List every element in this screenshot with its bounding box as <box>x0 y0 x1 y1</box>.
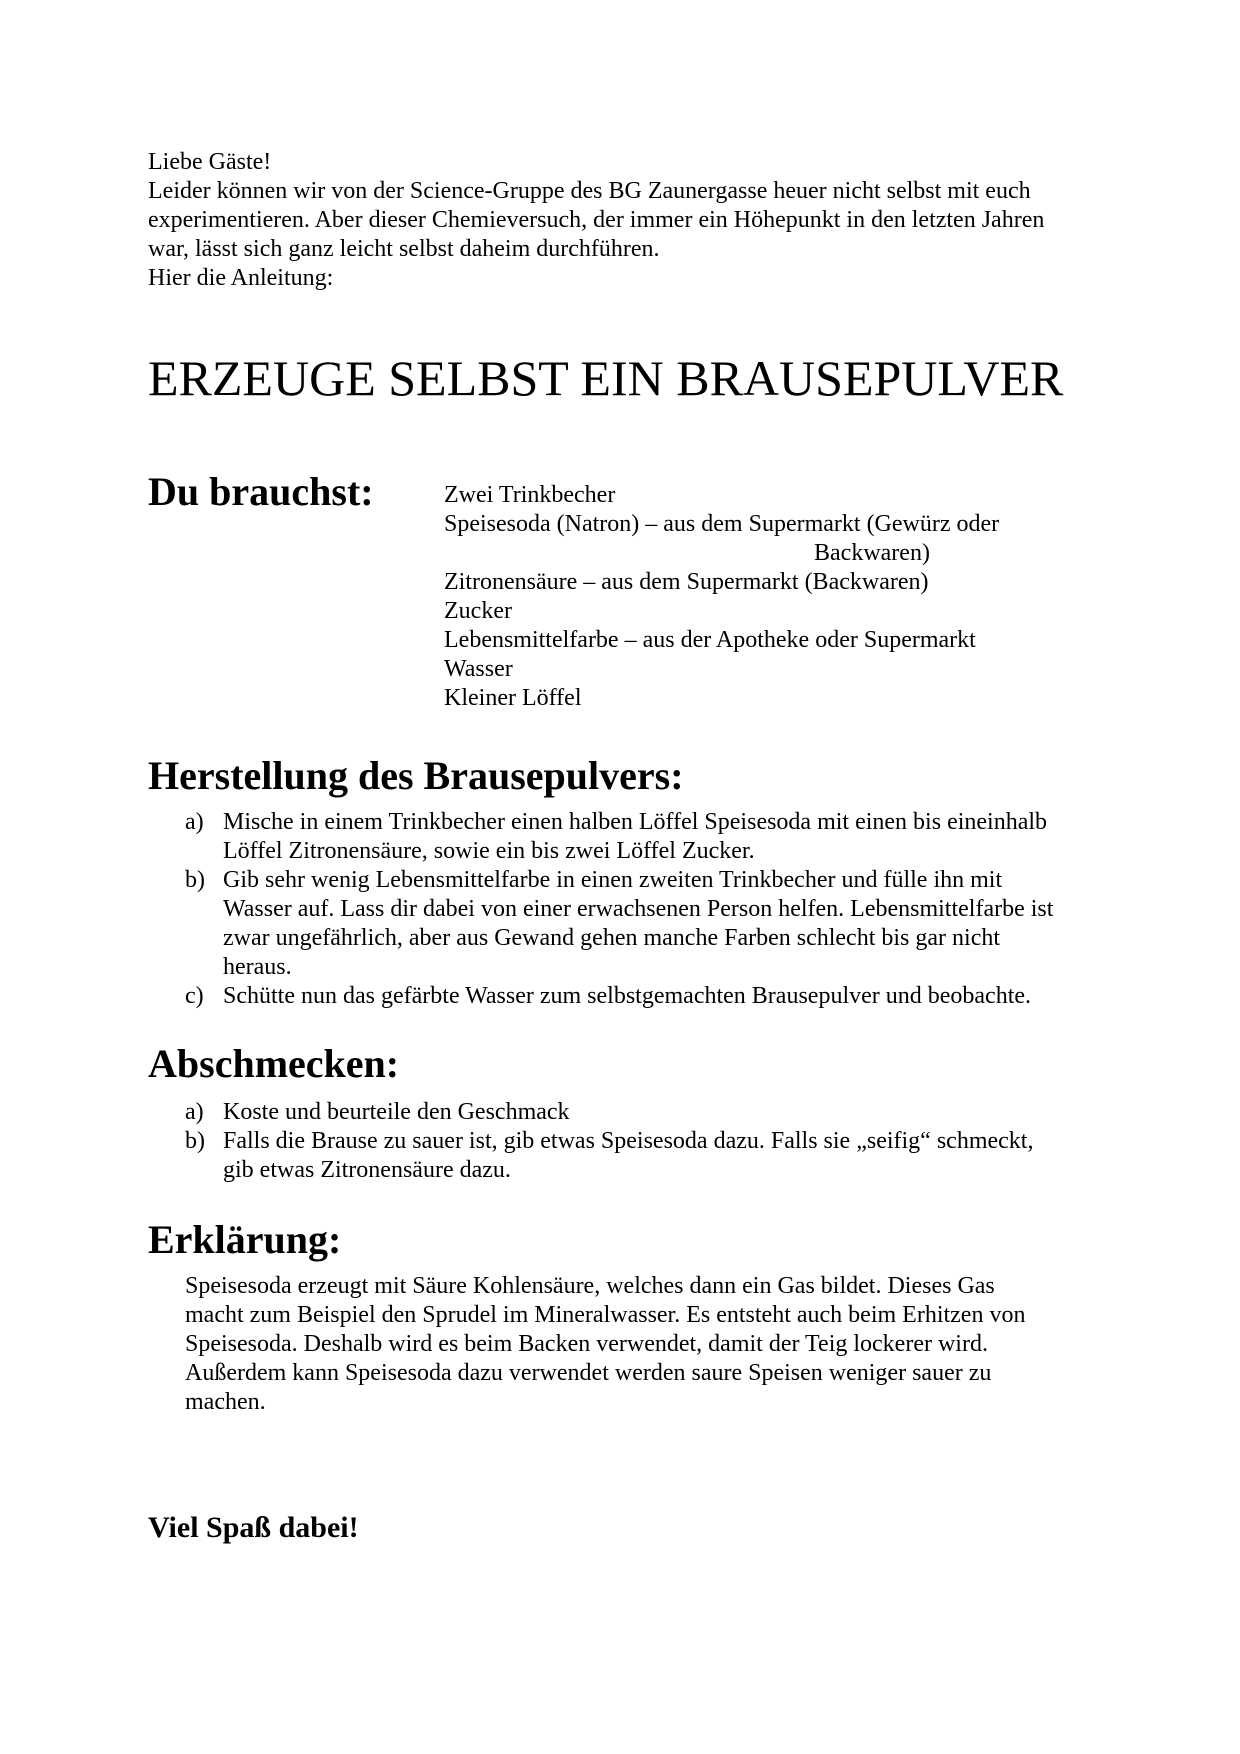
needs-item: Zwei Trinkbecher <box>444 482 616 508</box>
list-item-marker: c) <box>185 983 204 1009</box>
list-item <box>185 982 1105 1011</box>
needs-item: Zitronensäure – aus dem Supermarkt (Backwaren) <box>444 569 929 595</box>
list-item-marker: a) <box>185 809 204 835</box>
list-item-text: Koste und beurteile den Geschmack <box>223 1099 570 1125</box>
list-item <box>185 866 1105 982</box>
list-item <box>185 1098 1105 1127</box>
list-item-marker: b) <box>185 867 205 893</box>
needs-item-continuation: Backwaren) <box>814 540 930 566</box>
paragraph-line: Außerdem kann Speisesoda dazu verwendet werden saure Speisen weniger sauer zu <box>185 1360 992 1386</box>
intro-line: war, lässt sich ganz leicht selbst daheim durchführen. <box>148 236 660 262</box>
list-item-text: Falls die Brause zu sauer ist, gib etwas Speisesoda dazu. Falls sie „seifig“ schmeckt, <box>223 1128 1034 1154</box>
needs-list <box>444 481 1044 713</box>
intro-line: experimentieren. Aber dieser Chemieversuch, der immer ein Höhepunkt in den letzten Jahren <box>148 207 1045 233</box>
erklaerung-paragraph <box>185 1272 1085 1417</box>
list-item-text: Gib sehr wenig Lebensmittelfarbe in einen zweiten Trinkbecher und fülle ihn mit <box>223 867 1003 893</box>
herstellung-list <box>185 808 1105 1011</box>
greeting-line: Liebe Gäste! <box>148 149 272 175</box>
page-title: ERZEUGE SELBST EIN BRAUSEPULVER <box>148 350 1064 406</box>
list-item <box>185 1127 1105 1185</box>
list-item-text: Löffel Zitronensäure, sowie ein bis zwei Löffel Zucker. <box>223 838 755 864</box>
paragraph-line: machen. <box>185 1389 266 1415</box>
list-item-text: Mische in einem Trinkbecher einen halben Löffel Speisesoda mit einen bis eineinhalb <box>223 809 1048 835</box>
intro-line: Leider können wir von der Science-Gruppe des BG Zaunergasse heuer nicht selbst mit euch <box>148 178 1031 204</box>
list-item-marker: b) <box>185 1128 205 1154</box>
list-item <box>185 808 1105 866</box>
paragraph-line: Speisesoda. Deshalb wird es beim Backen verwendet, damit der Teig lockerer wird. <box>185 1331 988 1357</box>
paragraph-line: macht zum Beispiel den Sprudel im Mineralwasser. Es entsteht auch beim Erhitzen von <box>185 1302 1026 1328</box>
list-item-text: Wasser auf. Lass dir dabei von einer erwachsenen Person helfen. Lebensmittelfarbe ist <box>223 896 1054 922</box>
intro-line: Hier die Anleitung: <box>148 265 334 291</box>
list-item-text: gib etwas Zitronensäure dazu. <box>223 1157 511 1183</box>
list-item-marker: a) <box>185 1099 204 1125</box>
abschmecken-list <box>185 1098 1105 1185</box>
list-item-text: Schütte nun das gefärbte Wasser zum selbstgemachten Brausepulver und beobachte. <box>223 983 1032 1009</box>
abschmecken-heading: Abschmecken: <box>148 1041 400 1086</box>
closing-line: Viel Spaß dabei! <box>148 1511 359 1544</box>
needs-item: Kleiner Löffel <box>444 685 582 711</box>
herstellung-heading: Herstellung des Brausepulvers: <box>148 753 684 798</box>
list-item-text: zwar ungefährlich, aber aus Gewand gehen manche Farben schlecht bis gar nicht <box>223 925 1001 951</box>
paragraph-line: Speisesoda erzeugt mit Säure Kohlensäure, welches dann ein Gas bildet. Dieses Gas <box>185 1273 995 1299</box>
needs-item: Speisesoda (Natron) – aus dem Supermarkt (Gewürz oder <box>444 511 1000 537</box>
needs-item: Zucker <box>444 598 512 624</box>
needs-item: Lebensmittelfarbe – aus der Apotheke oder Supermarkt <box>444 627 976 653</box>
intro-paragraph <box>148 148 1108 293</box>
needs-item: Wasser <box>444 656 513 682</box>
list-item-text: heraus. <box>223 954 292 980</box>
needs-heading: Du brauchst: <box>148 469 374 514</box>
erklaerung-heading: Erklärung: <box>148 1217 342 1262</box>
